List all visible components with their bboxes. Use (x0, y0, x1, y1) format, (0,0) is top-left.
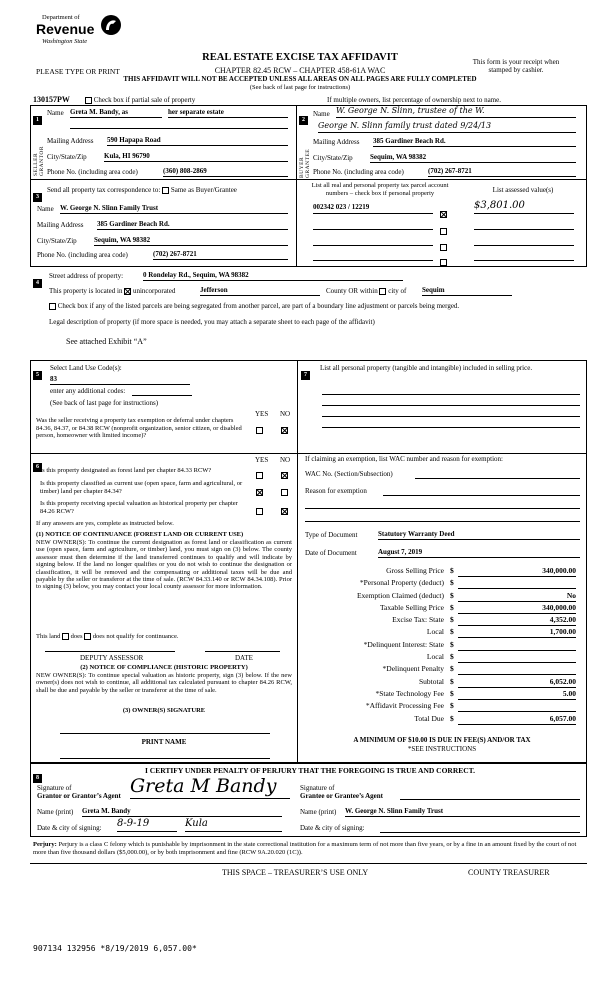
tax-row (300, 689, 584, 701)
notice-continuance-title: (1) NOTICE OF CONTINUANCE (FOREST LAND OR CURRENT USE) (36, 531, 244, 538)
buyer-side-label: BUYER GRANTEE (299, 148, 311, 178)
tax-row-symbol: $ (450, 676, 454, 686)
tax-row-label: *State Technology Fee (375, 688, 444, 698)
tax-row (300, 603, 584, 615)
form-subtitle: CHAPTER 82.45 RCW – CHAPTER 458-61A WAC (214, 66, 386, 75)
correspondence-row (47, 186, 237, 194)
assessed-value-1[interactable]: $3,801.00 (474, 200, 574, 214)
tax-row-symbol: $ (450, 688, 454, 698)
tax-row-symbol: $ (450, 664, 454, 674)
personal-prop-checkbox-2[interactable] (440, 228, 447, 235)
buyer-name-line2[interactable]: George N. Slinn family trust dated 9/24/13 (318, 121, 576, 133)
grantee-sig-label-2: Grantee or Grantee’s Agent (300, 792, 384, 800)
tax-row (300, 677, 584, 689)
tax-row (300, 615, 584, 627)
tax-row (300, 701, 584, 713)
grantee-date-label: Date & city of signing: (300, 824, 365, 832)
corr-city[interactable]: Sequim, WA 98382 (94, 236, 288, 246)
county-treasurer-label: COUNTY TREASURER (468, 868, 550, 877)
section-1-marker: 1 (33, 108, 42, 126)
certify-statement: I CERTIFY UNDER PENALTY OF PERJURY THAT THE FOREGOING IS TRUE AND CORRECT. (144, 766, 475, 775)
doc-date-label: Date of Document (305, 549, 357, 557)
tax-row-symbol: $ (450, 701, 454, 711)
section-5-marker: 5 (33, 363, 42, 381)
tax-row-symbol: $ (450, 639, 454, 649)
historic-question: Is this property receiving special valuation as historical property per chapter 84.26 RCW? (40, 500, 238, 515)
does-label: does (70, 633, 83, 640)
county-or-row (326, 287, 406, 295)
please-type: PLEASE TYPE OR PRINT (36, 67, 120, 76)
s6-yes-header: YES (255, 456, 269, 464)
personal-prop-checkbox-1[interactable] (440, 205, 447, 223)
tax-row-value[interactable]: 340,000.00 (458, 566, 576, 577)
send-to-label: Send all property tax correspondence to: (47, 186, 161, 194)
doc-type-label: Type of Document (305, 531, 358, 539)
segregated-checkbox[interactable] (49, 303, 56, 310)
grantee-sig-label-1: Signature of (300, 784, 335, 792)
s5-yes-header: YES (255, 410, 269, 418)
assessed-header: List assessed value(s) (492, 186, 554, 194)
section-2-marker: 2 (299, 108, 308, 126)
segregated-label: Check box if any of the listed parcels are being segregated from another parcel, are part of a boundary line adjustment or parcels being merged. (57, 302, 460, 310)
same-as-buyer-checkbox[interactable] (162, 187, 169, 194)
buyer-phone-label: Phone No. (including area code) (313, 168, 404, 176)
tax-row-value[interactable]: No (458, 591, 576, 602)
section-6-marker: 6 (33, 455, 42, 473)
partial-sale-checkbox[interactable] (85, 97, 92, 104)
seller-city[interactable]: Kula, HI 96790 (104, 152, 288, 162)
tax-row-symbol: $ (450, 615, 454, 625)
tax-row-label: *Delinquent Penalty (382, 664, 444, 674)
tax-row-symbol: $ (450, 566, 454, 575)
tax-row (300, 640, 584, 652)
seller-addr[interactable]: 590 Hapapa Road (107, 136, 288, 146)
seller-addr-label: Mailing Address (47, 137, 94, 145)
tax-row-value[interactable] (458, 701, 576, 712)
personal-prop-checkbox-4[interactable] (440, 259, 447, 266)
city-value[interactable]: Sequim (422, 286, 512, 296)
forest-question: Is this property designated as forest land per chapter 84.33 RCW? (40, 467, 212, 474)
personal-prop-checkbox-3[interactable] (440, 244, 447, 251)
city-of-label: city of (388, 287, 407, 295)
see-instructions-note: *SEE INSTRUCTIONS (407, 745, 477, 753)
see-back-note: (See back of last page for instructions) (249, 84, 351, 91)
tax-row-symbol: $ (450, 713, 454, 723)
tax-row-value[interactable] (458, 578, 576, 589)
current-use-no-checkbox[interactable] (281, 489, 288, 496)
legal-desc-label: Legal description of property (if more space is needed, you may attach a separate sheet to each page of the affidavit) (49, 318, 375, 326)
partial-sale-row (85, 96, 195, 104)
tax-row-label: *Affidavit Processing Fee (365, 701, 444, 711)
corr-phone-label: Phone No. (including area code) (37, 251, 128, 259)
grantee-name[interactable]: W. George N. Slinn Family Trust (345, 807, 580, 817)
tax-row-value[interactable]: 5.00 (458, 689, 576, 700)
county-or-label: County OR within (326, 287, 378, 295)
tax-row (300, 566, 584, 578)
logo-line1: Department of (42, 14, 80, 21)
exemption-claim-label: If claiming an exemption, list WAC number and reason for exemption: (305, 455, 503, 463)
buyer-city-label: City/State/Zip (313, 154, 353, 162)
corr-addr[interactable]: 385 Gardiner Beach Rd. (97, 220, 288, 230)
does-not-label: does not qualify for continuance. (92, 633, 179, 640)
section-7-marker: 7 (301, 363, 310, 381)
located-label: This property is located in (49, 287, 123, 295)
buyer-addr[interactable]: 385 Gardiner Beach Rd. (373, 137, 576, 147)
buyer-city[interactable]: Sequim, WA 98382 (370, 153, 576, 163)
parcel-account-1[interactable]: 002342 023 / 12219 (313, 203, 433, 214)
grantor-sig-label-2: Grantor or Grantor’s Agent (37, 792, 121, 800)
grantee-name-label: Name (print) (300, 808, 337, 816)
corr-phone[interactable]: (702) 267-8721 (153, 250, 288, 260)
tax-row-label: Total Due (414, 713, 444, 723)
doc-date-value[interactable]: August 7, 2019 (378, 548, 580, 558)
corr-name-label: Name (37, 205, 54, 213)
tax-row-symbol: $ (450, 627, 454, 637)
land-use-code[interactable]: 83 (50, 375, 190, 385)
does-qualify-checkbox[interactable] (62, 633, 69, 640)
perjury-statement (33, 841, 585, 857)
tax-row-label: Gross Selling Price (386, 566, 444, 575)
tax-row-value[interactable] (458, 652, 576, 663)
historic-yes-checkbox[interactable] (256, 508, 263, 515)
form-id: 130157PW (33, 95, 70, 104)
tax-row (300, 652, 584, 664)
partial-sale-label: Check box if partial sale of property (93, 96, 196, 104)
dor-logo (36, 14, 126, 54)
minimum-due-note: A MINIMUM OF $10.00 IS DUE IN FEE(S) AND/OR TAX (353, 736, 531, 744)
current-use-question: Is this property classified as current use (open space, farm and agricultural, or timber) land per chapter 84.34? (40, 480, 243, 495)
legal-desc-value[interactable]: See attached Exhibit “A” (66, 337, 147, 346)
city-checkbox[interactable] (379, 288, 386, 295)
land-use-see-back: (See back of last page for instructions) (50, 399, 159, 407)
tax-row-label: Local (426, 627, 444, 637)
exemption-question: Was the seller receiving a property tax exemption or deferral under chapters 84.36, 84.37, or 84.38 RCW (nonprofit organization, senior citizen, or disabled person, homeowner with limited income)? (36, 417, 242, 439)
treasurer-space-label: THIS SPACE – TREASURER’S USE ONLY (222, 868, 369, 877)
grantor-city[interactable]: Kula (185, 818, 282, 832)
perjury-label: Perjury: (33, 841, 57, 848)
additional-codes-label: enter any additional codes: (50, 387, 126, 395)
perjury-text: Perjury is a class C felony which is punishable by imprisonment in the state correctional institution for a maximum term of not more than five years, or by a fine in an amount fixed by the court of not more than five thousand dollars ($5,000.00), or by both imprisonment and fine (RCW 9A.20.020 (1C)). (33, 841, 577, 856)
s6-no-header: NO (280, 456, 291, 464)
historic-no-checkbox[interactable] (281, 508, 288, 515)
forest-yes-checkbox[interactable] (256, 472, 263, 479)
tax-row-value[interactable] (458, 640, 576, 651)
tax-row (300, 714, 584, 726)
corr-city-label: City/State/Zip (37, 237, 77, 245)
print-name-label: PRINT NAME (141, 738, 187, 746)
tax-row-value[interactable]: 6,052.00 (458, 677, 576, 688)
form-warning: THIS AFFIDAVIT WILL NOT BE ACCEPTED UNLESS ALL AREAS ON ALL PAGES ARE FULLY COMPLETED (123, 75, 477, 83)
corr-name[interactable]: W. George N. Slinn Family Trust (60, 204, 288, 214)
tax-row-value[interactable] (458, 664, 576, 675)
tax-row-label: Taxable Selling Price (379, 602, 444, 612)
tax-row-symbol: $ (450, 578, 454, 588)
form-title: REAL ESTATE EXCISE TAX AFFIDAVIT (202, 52, 398, 63)
current-use-yes-checkbox[interactable] (256, 489, 263, 496)
grantor-sig-label-1: Signature of (37, 784, 72, 792)
reason-label: Reason for exemption (305, 487, 367, 495)
receipt-stamp: 907134 132956 *8/19/2019 6,057.00* (33, 944, 197, 953)
tax-row-label: Exemption Claimed (deduct) (356, 590, 444, 600)
doc-type-value[interactable]: Statutory Warranty Deed (378, 530, 580, 540)
notice-compliance-title: (2) NOTICE OF COMPLIANCE (HISTORIC PROPERTY) (80, 664, 248, 671)
seller-name-cont[interactable]: her separate estate (168, 108, 288, 118)
tax-row-value[interactable]: 340,000.00 (458, 603, 576, 614)
county-value[interactable]: Jefferson (200, 286, 320, 296)
s5-no-header: NO (280, 410, 291, 418)
grantor-name-label: Name (print) (37, 808, 74, 816)
grantor-signature[interactable]: Greta M Bandy (130, 774, 290, 799)
unincorporated-checkbox[interactable] (124, 288, 131, 295)
owner-signature-label: (3) OWNER(S) SIGNATURE (122, 707, 206, 714)
section-3-marker: 3 (33, 185, 42, 203)
grantor-name[interactable]: Greta M. Bandy (82, 807, 282, 817)
tax-row-symbol: $ (450, 652, 454, 662)
if-yes-note: If any answers are yes, complete as instructed below. (36, 520, 174, 527)
multiple-owners-note: If multiple owners, list percentage of ownership next to name. (327, 96, 501, 104)
land-use-label: Select Land Use Code(s): (50, 364, 122, 372)
buyer-addr-label: Mailing Address (313, 138, 360, 146)
wac-label: WAC No. (Section/Subsection) (305, 470, 393, 478)
grantor-date[interactable]: 8-9-19 (117, 818, 177, 832)
grantor-date-label: Date & city of signing: (37, 824, 102, 832)
does-not-qualify-checkbox[interactable] (84, 633, 91, 640)
tax-row-symbol: $ (450, 602, 454, 612)
deputy-date-label: DATE (235, 654, 253, 662)
buyer-name-line1[interactable]: W. George N. Slinn, trustee of the W. (336, 106, 576, 118)
tax-row-value[interactable]: 6,057.00 (458, 714, 576, 725)
tax-row (300, 578, 584, 590)
seller-city-label: City/State/Zip (47, 153, 87, 161)
this-land-label: This land (36, 633, 61, 640)
tax-row-label: Local (426, 652, 444, 662)
tax-row-label: Excise Tax: State (392, 615, 444, 625)
seller-phone[interactable]: (360) 808-2869 (163, 167, 288, 177)
exemption-yes-checkbox[interactable] (256, 427, 263, 434)
section-4-marker: 4 (33, 271, 42, 289)
tax-calc-table (300, 566, 584, 726)
corr-addr-label: Mailing Address (37, 221, 84, 229)
tax-row (300, 627, 584, 639)
personal-prop-label: List all personal property (tangible and intangible) included in selling price. (320, 364, 533, 372)
section-8-marker: 8 (33, 766, 42, 784)
receipt-note: This form is your receipt when stamped by cashier. (472, 58, 560, 74)
seller-name-label: Name (47, 109, 64, 117)
same-as-buyer-label: Same as Buyer/Grantee (170, 186, 237, 194)
tax-row-value[interactable]: 4,352.00 (458, 615, 576, 626)
property-street[interactable]: 0 Rondelay Rd., Sequim, WA 98382 (143, 271, 403, 281)
seller-name[interactable]: Greta M. Bandy, as (70, 108, 162, 118)
tax-row (300, 591, 584, 603)
notice-compliance-body: NEW OWNER(S): To continue special valuation as historic property, sign (3) below. If the new owner(s) does not wish to continue, all additional tax calculated pursuant to chapter 84.26 RCW, shall be due and payable by the seller or transferor at the time of sale. (36, 672, 292, 694)
tax-row (300, 664, 584, 676)
segregated-row (49, 302, 459, 310)
logo-line3: Washington State (42, 38, 88, 45)
exemption-no-checkbox[interactable] (281, 427, 288, 434)
logo-emblem-icon (100, 14, 122, 36)
notice-continuance-body: NEW OWNER(S): To continue the current designation as forest land or classification as current use (open space, farm and agriculture, or timber) land, you must sign on (3) below. The county assessor must then determine if the land transferred continues to qualify and will indicate by signing below. If the land no longer qualifies or you do not wish to continue the designation or classification, it will be removed and the compensating or additional taxes will be due and payable by the seller or transferor at the time of sale. (RCW 84.33.140 or RCW 84.34.108). Prior to signing (3) below, you may contact your local county assessor for more information. (36, 539, 292, 591)
forest-no-checkbox[interactable] (281, 472, 288, 479)
tax-row-symbol: $ (450, 590, 454, 600)
tax-row-value[interactable]: 1,700.00 (458, 627, 576, 638)
street-label: Street address of property: (49, 272, 124, 280)
tax-row-label: *Personal Property (deduct) (359, 578, 444, 588)
seller-side-label: SELLER GRANTOR (33, 146, 45, 176)
parcels-header: List all real and personal property tax parcel account numbers – check box if personal property (311, 182, 449, 197)
qualify-row (36, 633, 179, 640)
buyer-name-label: Name (313, 110, 330, 118)
logo-line2: Revenue (36, 21, 95, 37)
tax-row-label: *Delinquent Interest: State (363, 639, 444, 649)
deputy-assessor-label: DEPUTY ASSESSOR (80, 654, 144, 662)
unincorporated-label: unincorporated (132, 287, 176, 295)
buyer-phone[interactable]: (702) 267-8721 (428, 167, 576, 177)
tax-row-label: Subtotal (418, 676, 444, 686)
seller-phone-label: Phone No. (including area code) (47, 168, 138, 176)
located-row (49, 287, 175, 295)
